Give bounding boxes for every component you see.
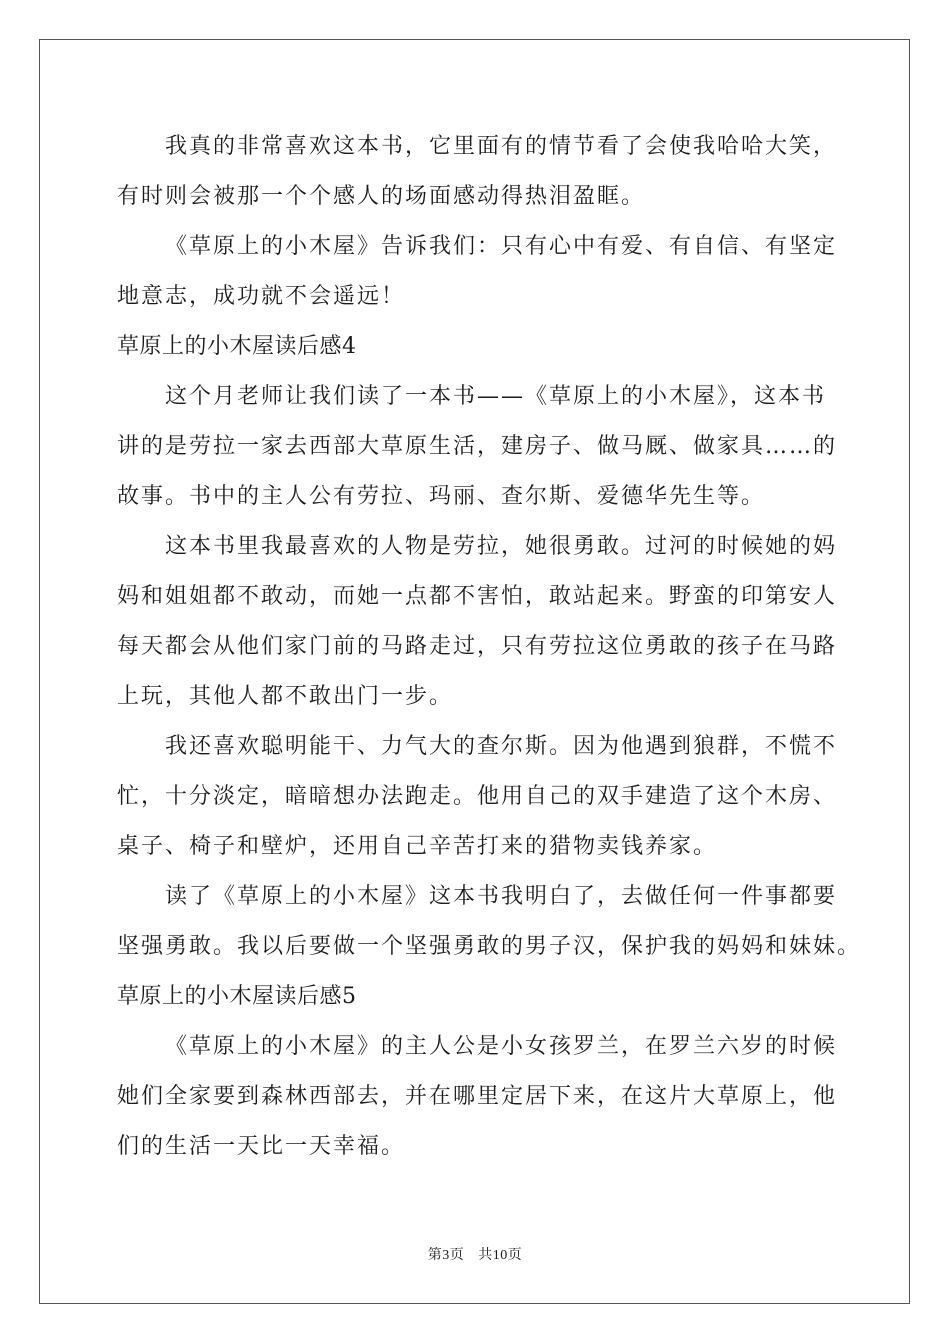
paragraph-line: 这个月老师让我们读了一本书——《草原上的小木屋》，这本书	[165, 384, 827, 409]
paragraph-line: 我还喜欢聪明能干、力气大的查尔斯。因为他遇到狼群，不慌不	[165, 734, 838, 759]
paragraph-line: 忙，十分淡定，暗暗想办法跑走。他用自己的双手建造了这个木房、	[117, 784, 838, 809]
paragraph	[117, 872, 862, 972]
paragraph-line: 们的生活一天比一天幸福。	[117, 1134, 406, 1159]
paragraph-line: 她们全家要到森林西部去，并在哪里定居下来，在这片大草原上，他	[117, 1084, 838, 1109]
page-footer	[0, 1246, 950, 1266]
paragraph-line: 读了《草原上的小木屋》这本书我明白了，去做任何一件事都要	[165, 884, 838, 909]
paragraph-line: 桌子、椅子和壁炉，还用自己辛苦打来的猎物卖钱养家。	[117, 834, 718, 859]
paragraph-line: 我真的非常喜欢这本书，它里面有的情节看了会使我哈哈大笑，	[165, 134, 838, 159]
paragraph	[117, 222, 857, 322]
paragraph-line: 《草原上的小木屋》的主人公是小女孩罗兰，在罗兰六岁的时候	[165, 1034, 838, 1059]
paragraph	[117, 522, 857, 722]
paragraph	[117, 722, 857, 872]
page-number-total: 共10页	[478, 1248, 523, 1263]
document-body	[117, 122, 862, 1172]
paragraph-line: 上玩，其他人都不敢出门一步。	[117, 684, 454, 709]
paragraph-line: 讲的是劳拉一家去西部大草原生活，建房子、做马厩、做家具……的	[117, 434, 838, 459]
paragraph-line: 地意志，成功就不会遥远！	[117, 284, 406, 309]
section-heading: 草原上的小木屋读后感5	[117, 984, 357, 1009]
paragraph-line: 坚强勇敢。我以后要做一个坚强勇敢的男子汉，保护我的妈妈和妹妹。	[117, 934, 862, 959]
page-number-current: 第3页	[427, 1248, 465, 1263]
paragraph-line: 妈和姐姐都不敢动，而她一点都不害怕，敢站起来。野蛮的印第安人	[117, 584, 838, 609]
paragraph-line: 每天都会从他们家门前的马路走过，只有劳拉这位勇敢的孩子在马路	[117, 634, 838, 659]
paragraph-line: 《草原上的小木屋》告诉我们：只有心中有爱、有自信、有坚定	[165, 234, 838, 259]
paragraph	[117, 1022, 857, 1172]
paragraph-line: 有时则会被那一个个感人的场面感动得热泪盈眶。	[117, 184, 646, 209]
paragraph	[117, 122, 857, 222]
section-heading: 草原上的小木屋读后感4	[117, 334, 357, 359]
paragraph-line: 这本书里我最喜欢的人物是劳拉，她很勇敢。过河的时候她的妈	[165, 534, 838, 559]
paragraph-line: 故事。书中的主人公有劳拉、玛丽、查尔斯、爱德华先生等。	[117, 484, 766, 509]
paragraph	[117, 372, 857, 522]
